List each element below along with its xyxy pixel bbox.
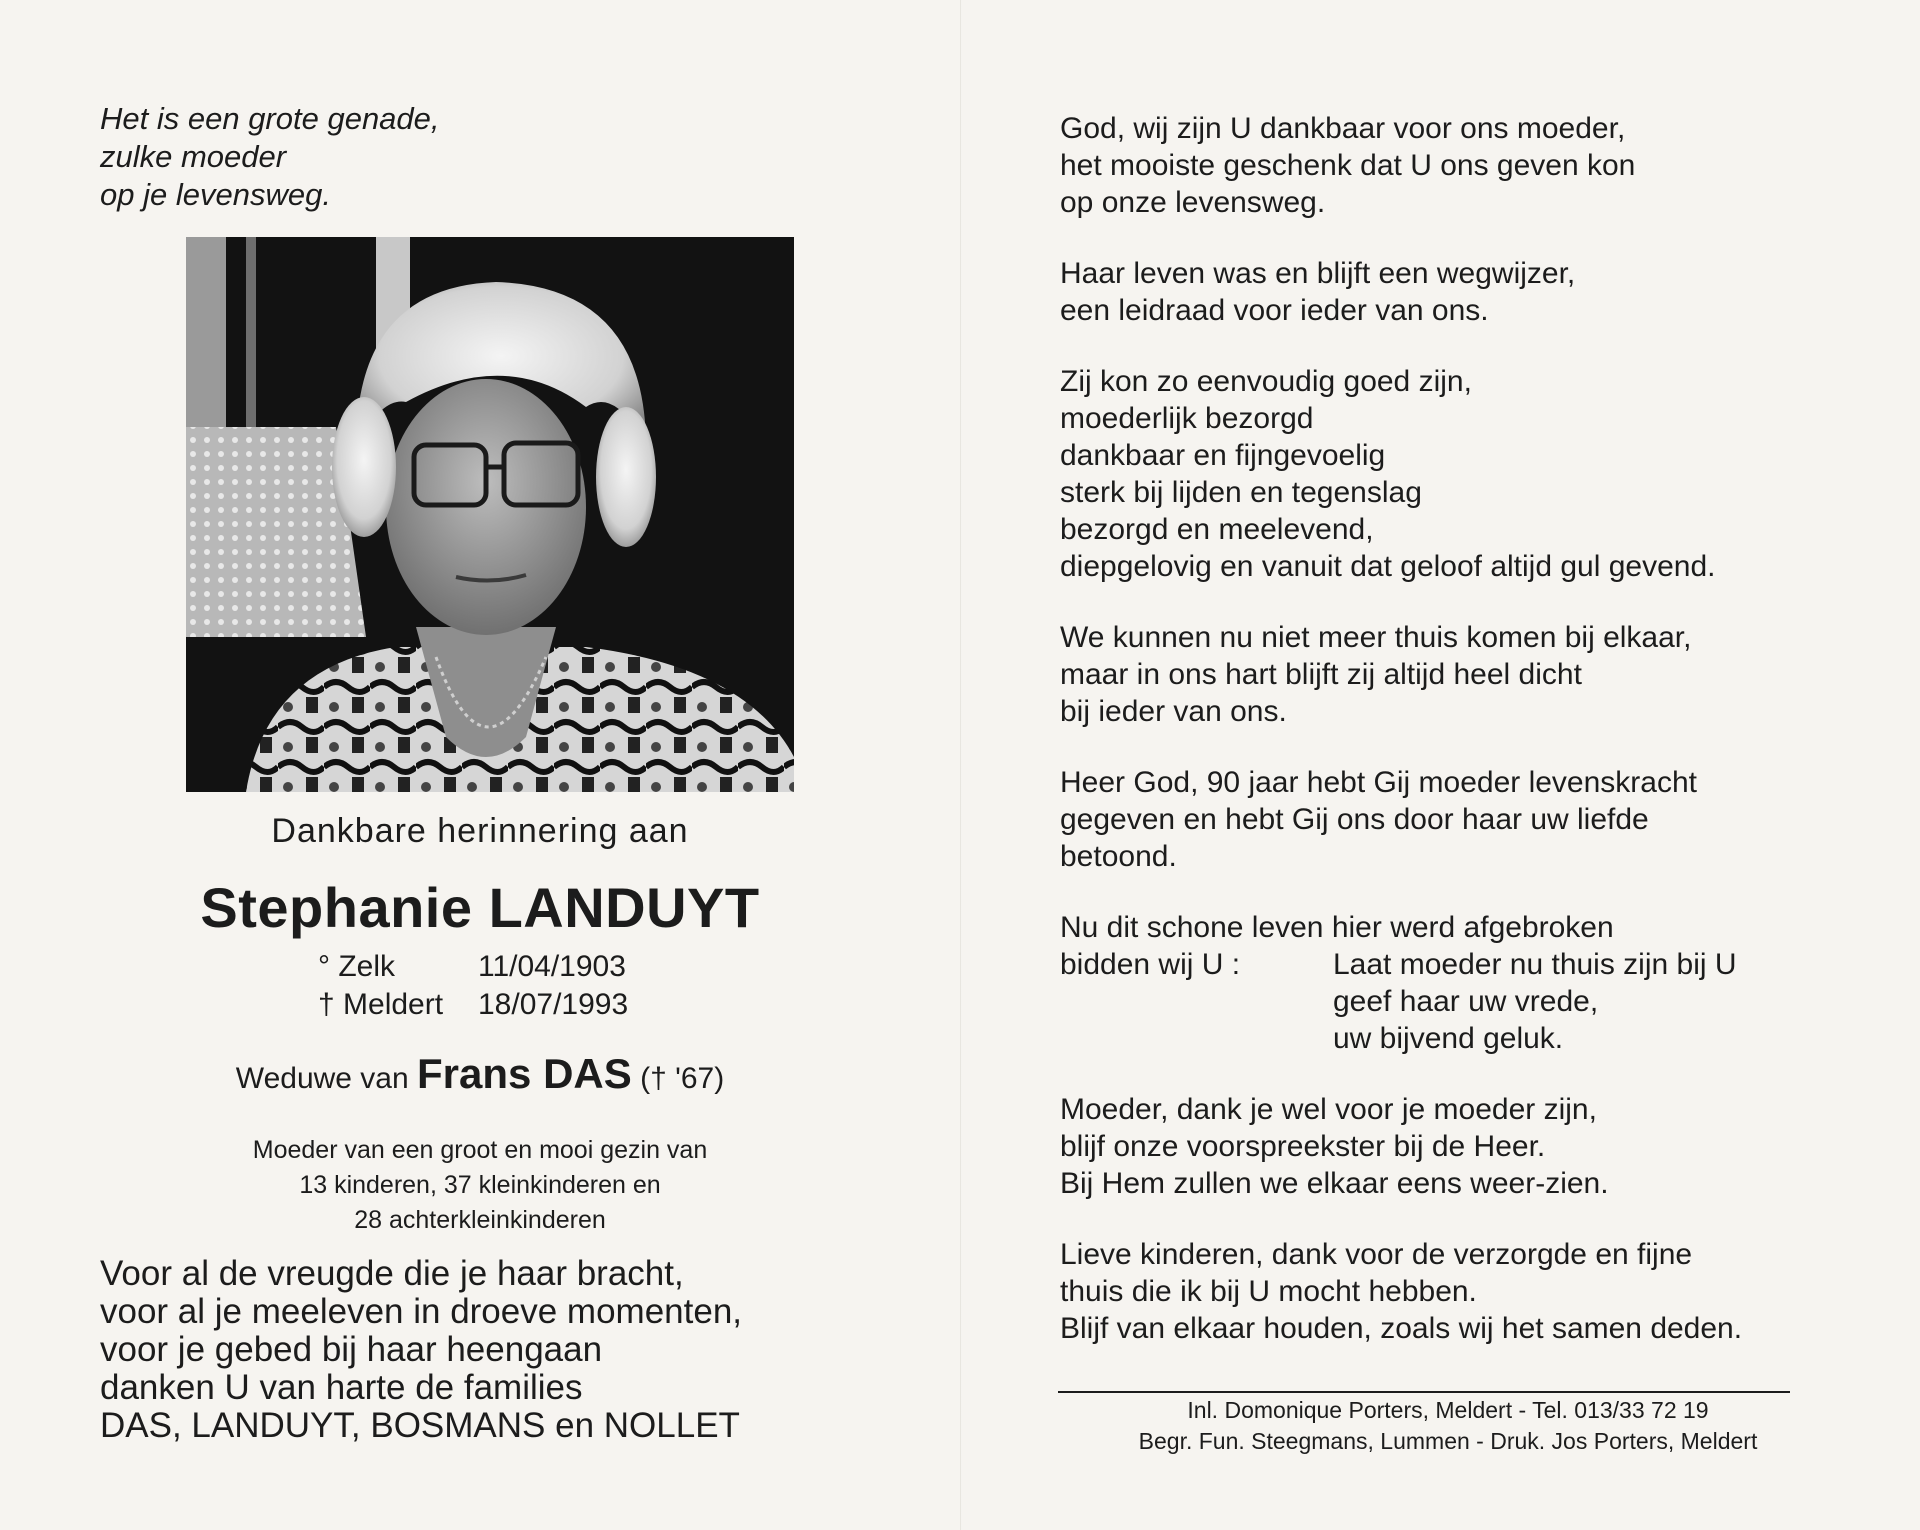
family-line: Moeder van een groot en mooi gezin van	[252, 1136, 708, 1164]
family-line: 13 kinderen, 37 kleinkinderen en	[299, 1171, 661, 1199]
portrait-illustration	[186, 237, 794, 792]
poem-line: Lieve kinderen, dank voor de verzorgde en fijne	[1060, 1238, 1693, 1271]
poem-stanza	[1060, 1236, 1742, 1347]
family-line: 28 achterkleinkinderen	[354, 1206, 606, 1234]
spouse-name: Frans DAS	[417, 1050, 632, 1097]
poem-line: Bij Hem zullen we elkaar eens weer-zien.	[1060, 1167, 1609, 1200]
widow-prefix: Weduwe van	[235, 1062, 409, 1095]
birth-place: ° Zelk	[318, 950, 396, 983]
prayer-row	[1060, 983, 1742, 1020]
credits	[1058, 1395, 1838, 1457]
motto-line: zulke moeder	[100, 139, 287, 174]
thanks-heading: Dankbare herinnering aan	[271, 812, 689, 850]
poem-stanza	[1060, 255, 1742, 329]
poem-line: maar in ons hart blijft zij altijd heel dicht	[1060, 658, 1582, 691]
prayer-stanza	[1060, 909, 1742, 1057]
thanks-line: DAS, LANDUYT, BOSMANS en NOLLET	[100, 1406, 740, 1445]
poem-line: Haar leven was en blijft een wegwijzer,	[1060, 257, 1576, 290]
right-panel	[962, 0, 1920, 1530]
thanks-paragraph	[100, 1255, 742, 1445]
prayer-line: uw bijvend geluk.	[1333, 1022, 1564, 1055]
portrait-photo	[186, 237, 794, 792]
poem-stanza	[1060, 110, 1742, 221]
poem-line: Heer God, 90 jaar hebt Gij moeder levenskracht	[1060, 766, 1697, 799]
poem-line: op onze levensweg.	[1060, 186, 1326, 219]
poem-line: bij ieder van ons.	[1060, 695, 1287, 728]
thanks-line: Voor al de vreugde die je haar bracht,	[100, 1254, 684, 1293]
death-place: † Meldert	[318, 988, 444, 1021]
poem-line: sterk bij lijden en tegenslag	[1060, 476, 1422, 509]
poem-line: Zij kon zo eenvoudig goed zijn,	[1060, 365, 1472, 398]
poem-line: betoond.	[1060, 840, 1177, 873]
thanks-line: voor je gebed bij haar heengaan	[100, 1330, 603, 1369]
poem-stanza	[1060, 363, 1742, 585]
prayer-row	[1060, 1020, 1742, 1057]
credits-line: Begr. Fun. Steegmans, Lummen - Druk. Jos Porters, Meldert	[1138, 1428, 1758, 1454]
poem-stanza	[1060, 619, 1742, 730]
poem-stanza	[1060, 1091, 1742, 1202]
poem-line: God, wij zijn U dankbaar voor ons moeder,	[1060, 112, 1626, 145]
thanks-line: voor al je meeleven in droeve momenten,	[100, 1292, 743, 1331]
birth-date: 11/04/1903	[478, 950, 626, 983]
prayer-line: Laat moeder nu thuis zijn bij U	[1333, 948, 1737, 981]
prayer-label: bidden wij U :	[1060, 948, 1241, 981]
widow-line	[0, 1050, 960, 1098]
divider-line	[1058, 1391, 1790, 1393]
poem-line: blijf onze voorspreekster bij de Heer.	[1060, 1130, 1546, 1163]
poem-line: een leidraad voor ieder van ons.	[1060, 294, 1489, 327]
spouse-death: († '67)	[640, 1062, 725, 1095]
prayer-intro: Nu dit schone leven hier werd afgebroken	[1060, 911, 1614, 944]
poem-stanza	[1060, 764, 1742, 875]
poem-line: dankbaar en fijngevoelig	[1060, 439, 1386, 472]
family-info	[0, 1133, 960, 1238]
poem-line: moederlijk bezorgd	[1060, 402, 1314, 435]
motto	[100, 100, 440, 214]
thanks-line: danken U van harte de families	[100, 1368, 583, 1407]
poem-line: Blijf van elkaar houden, zoals wij het samen deden.	[1060, 1312, 1743, 1345]
poem-line: Moeder, dank je wel voor je moeder zijn,	[1060, 1093, 1597, 1126]
poem-line: het mooiste geschenk dat U ons geven kon	[1060, 149, 1636, 182]
poem-line: We kunnen nu niet meer thuis komen bij elkaar,	[1060, 621, 1692, 654]
poem-line: bezorgd en meelevend,	[1060, 513, 1374, 546]
poem-line: diepgelovig en vanuit dat geloof altijd gul gevend.	[1060, 550, 1716, 583]
motto-line: op je levensweg.	[100, 177, 331, 212]
poem-line: gegeven en hebt Gij ons door haar uw liefde	[1060, 803, 1649, 836]
prayer-row	[1060, 946, 1742, 983]
motto-line: Het is een grote genade,	[100, 101, 440, 136]
prayer-line: geef haar uw vrede,	[1333, 985, 1599, 1018]
death-date: 18/07/1993	[478, 988, 629, 1021]
poem-line: thuis die ik bij U mocht hebben.	[1060, 1275, 1477, 1308]
deceased-name: Stephanie LANDUYT	[200, 876, 760, 939]
credits-line: Inl. Domonique Porters, Meldert - Tel. 013/33 72 19	[1187, 1397, 1709, 1423]
poem	[1060, 110, 1742, 1381]
